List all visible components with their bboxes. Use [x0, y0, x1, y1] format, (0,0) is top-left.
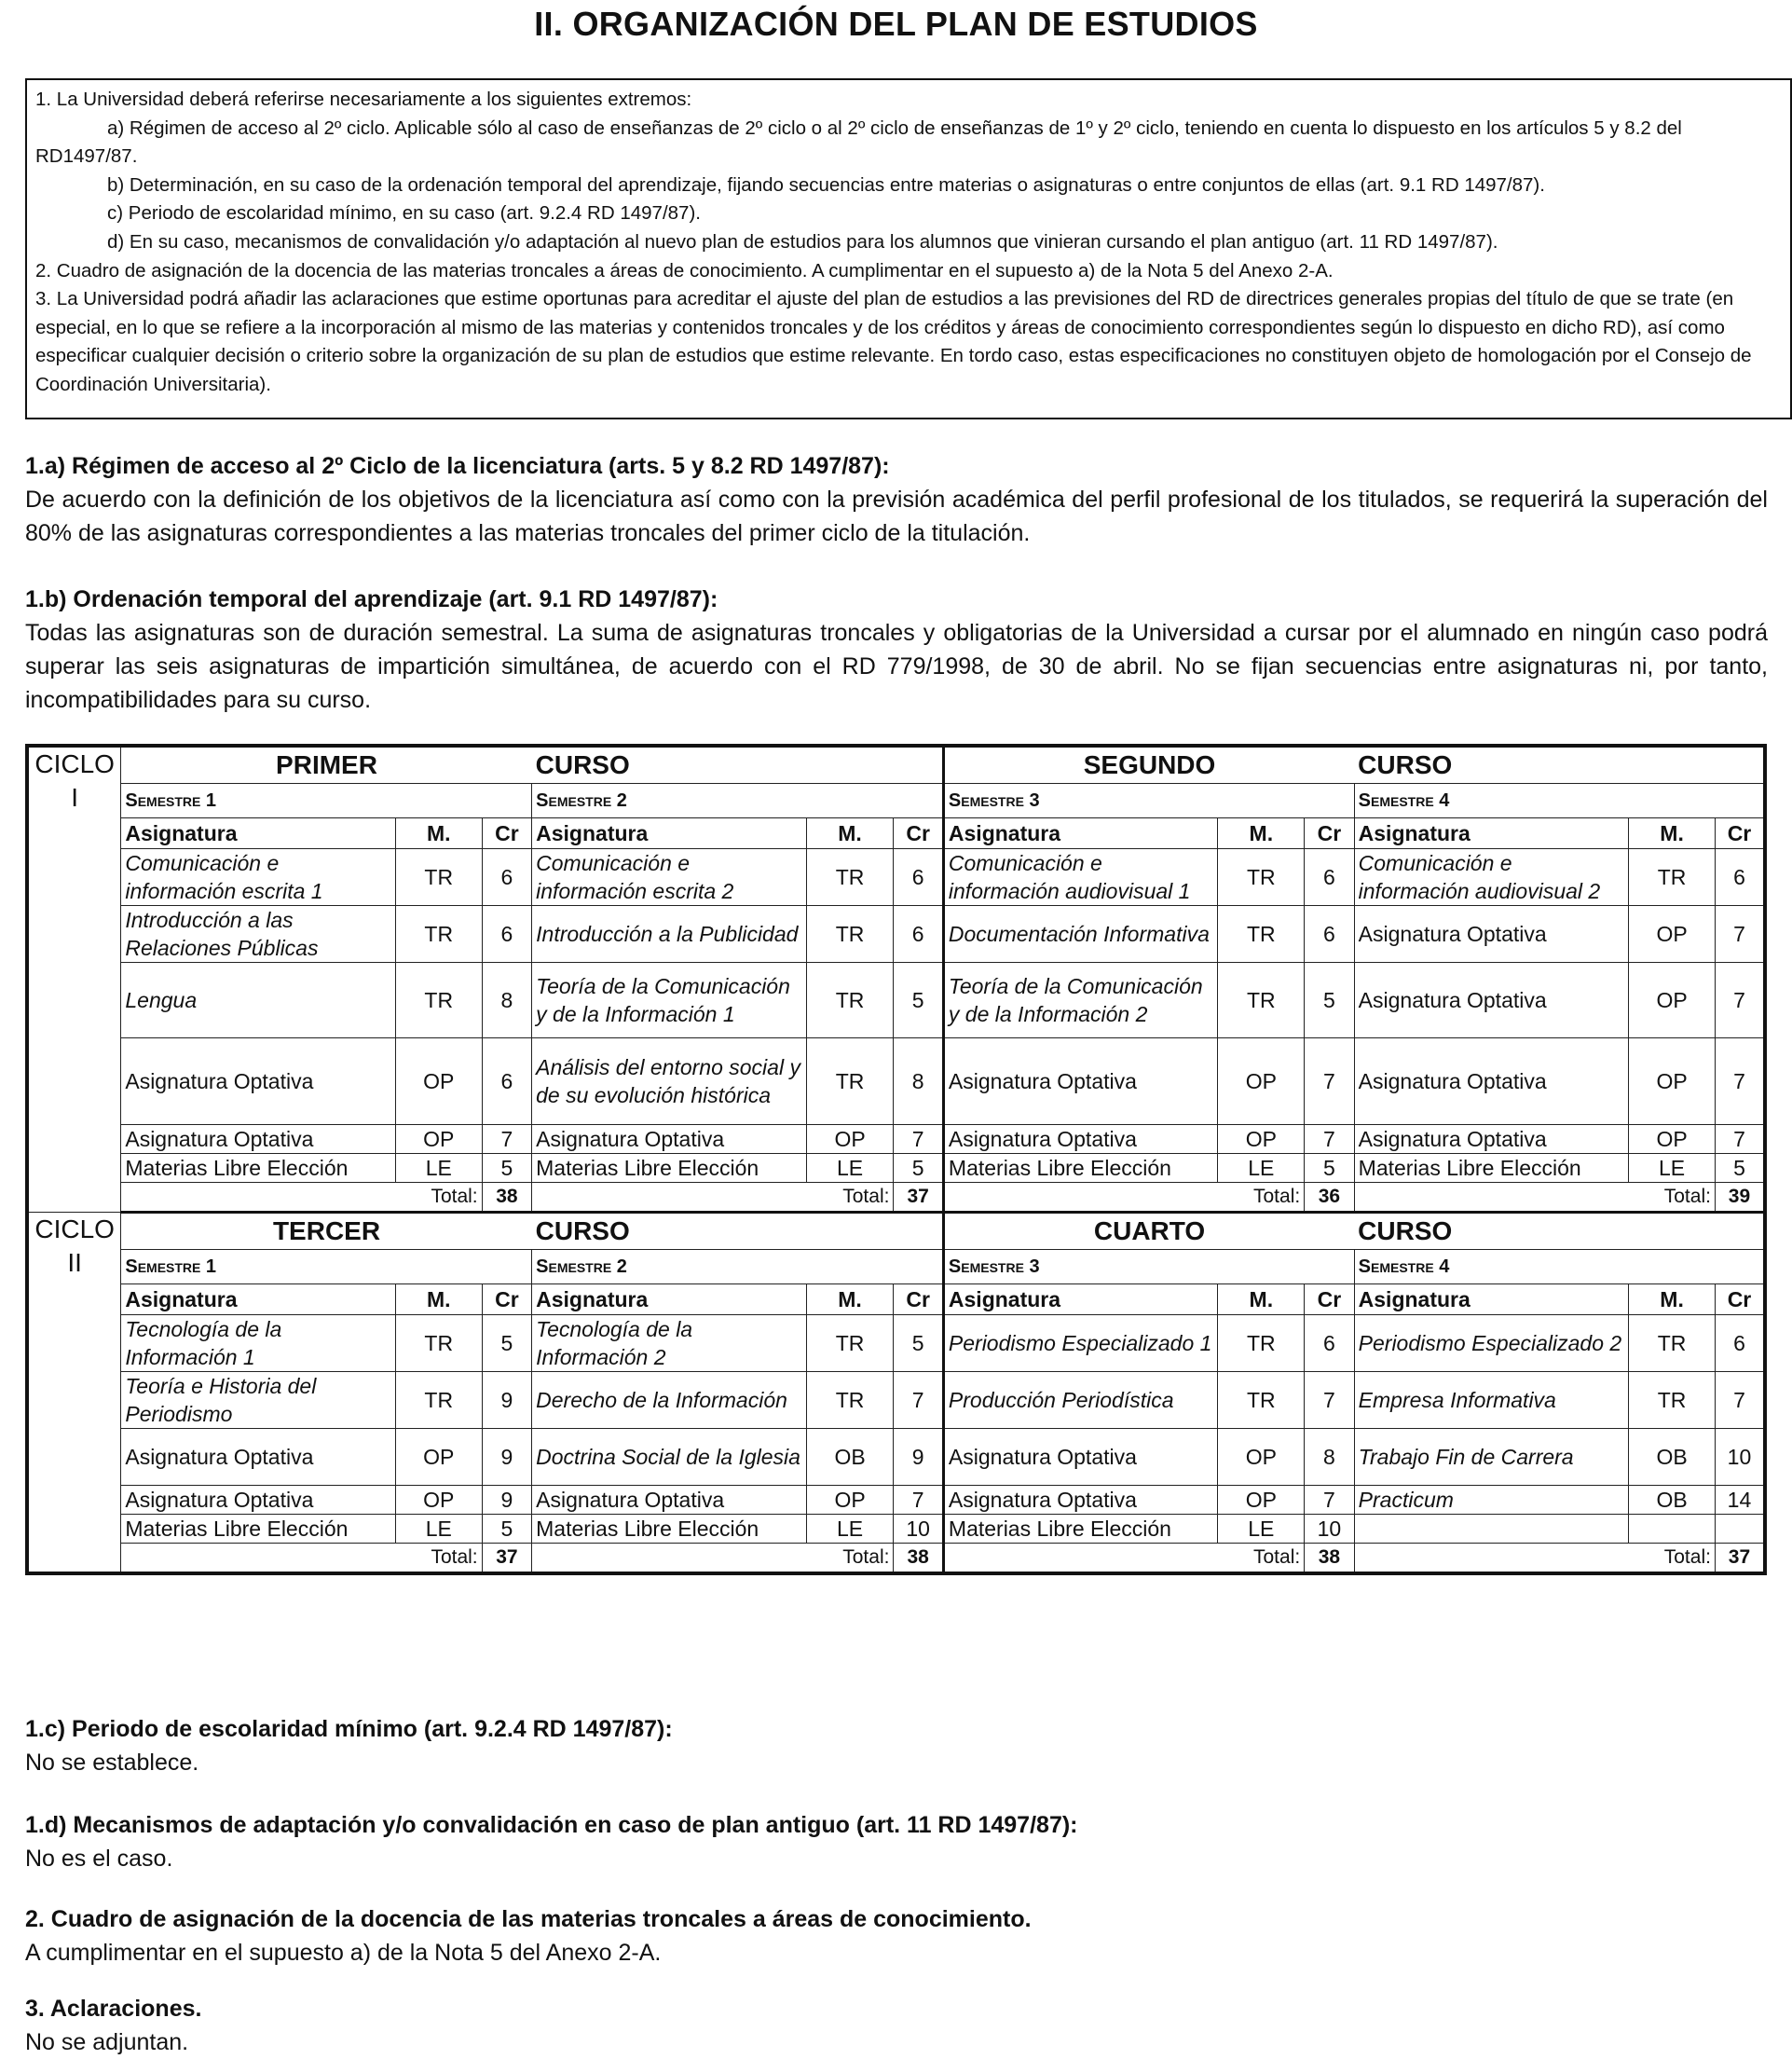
subject-credits: 7	[1305, 1486, 1354, 1515]
subject-name: Asignatura Optativa	[1354, 1038, 1629, 1125]
total-label: Total:	[943, 1183, 1304, 1213]
page-title: II. ORGANIZACIÓN DEL PLAN DE ESTUDIOS	[534, 5, 1258, 43]
subject-type: OP	[1629, 1038, 1716, 1125]
section-3	[25, 1992, 1768, 2059]
subject-type: OB	[1629, 1486, 1716, 1515]
section-1a	[25, 449, 1768, 550]
subject-name: Asignatura Optativa	[532, 1125, 807, 1154]
table-row	[27, 1038, 1765, 1125]
section-heading: 1.c) Periodo de escolaridad mínimo (art. 9.2.4 RD 1497/87):	[25, 1716, 673, 1742]
col-header-creditos: Cr	[894, 818, 943, 849]
note-1c: c) Periodo de escolaridad mínimo, en su caso (art. 9.2.4 RD 1497/87).	[107, 202, 701, 225]
semester-label: Semestre 3	[943, 1250, 1354, 1284]
subject-name: Comunicación e información audiovisual 2	[1354, 849, 1629, 906]
subject-credits: 6	[1305, 849, 1354, 906]
section-body: A cumplimentar en el supuesto a) de la Nota 5 del Anexo 2-A.	[25, 1940, 662, 1966]
semester-row	[27, 1250, 1765, 1284]
subject-type: LE	[395, 1515, 482, 1544]
subject-name: Empresa Informativa	[1354, 1372, 1629, 1429]
subject-credits: 7	[1305, 1372, 1354, 1429]
total-label: Total:	[1354, 1183, 1715, 1213]
section-heading: 3. Aclaraciones.	[25, 1996, 202, 2022]
semester-label: Semestre 2	[532, 1250, 944, 1284]
subject-credits: 6	[482, 906, 531, 963]
subject-type: OP	[395, 1486, 482, 1515]
table-row	[27, 1515, 1765, 1544]
total-value: 38	[1305, 1544, 1354, 1574]
subject-name: Introducción a las Relaciones Públicas	[121, 906, 396, 963]
subject-type: TR	[806, 1038, 894, 1125]
col-header-creditos: Cr	[894, 1284, 943, 1315]
subject-type: TR	[395, 849, 482, 906]
year-label-ordinal: PRIMER	[121, 746, 532, 784]
ciclo-label: CICLO II	[27, 1213, 121, 1574]
col-header-materia: M.	[806, 818, 894, 849]
section-body: No se establece.	[25, 1750, 199, 1776]
total-label: Total:	[532, 1183, 894, 1213]
subject-type: OP	[395, 1125, 482, 1154]
subject-credits: 14	[1715, 1486, 1765, 1515]
subject-credits: 8	[894, 1038, 943, 1125]
subject-credits: 5	[1305, 1154, 1354, 1183]
subject-credits: 6	[1715, 1315, 1765, 1372]
subject-type: TR	[806, 1315, 894, 1372]
total-value: 39	[1715, 1183, 1765, 1213]
subject-credits: 7	[1715, 906, 1765, 963]
section-body: Todas las asignaturas son de duración semestral. La suma de asignaturas troncales y obligatorias de la Universidad a cursar por el alumnado en ningún caso podrá superar las seis asignaturas de impartición simultánea, de acuerdo con el RD 779/1998, de 30 de abril. No se fijan secuencias entre asignaturas ni, por tanto, incompatibilidades para su curso.	[25, 620, 1768, 713]
subject-name: Asignatura Optativa	[121, 1125, 396, 1154]
col-header-asignatura: Asignatura	[1354, 818, 1629, 849]
subject-credits: 6	[894, 849, 943, 906]
subject-name: Teoría e Historia del Periodismo	[121, 1372, 396, 1429]
total-label: Total:	[121, 1183, 482, 1213]
subject-type: TR	[1218, 963, 1305, 1038]
subject-credits: 7	[1715, 1038, 1765, 1125]
subject-name: Asignatura Optativa	[121, 1038, 396, 1125]
subject-credits: 7	[1715, 1372, 1765, 1429]
subject-type: TR	[1629, 1372, 1716, 1429]
subject-name: Asignatura Optativa	[121, 1486, 396, 1515]
column-header-row	[27, 1284, 1765, 1315]
section-body: De acuerdo con la definición de los objetivos de la licenciatura así como con la previsión académica del perfil profesional de los titulados, se requerirá la superación del 80% de las asignaturas correspondientes a las materias troncales del primer ciclo de la titulación.	[25, 487, 1768, 546]
subject-name: Materias Libre Elección	[1354, 1154, 1629, 1183]
subject-credits: 5	[482, 1154, 531, 1183]
subject-type: OB	[1629, 1429, 1716, 1486]
year-label-ordinal: SEGUNDO	[943, 746, 1354, 784]
subject-type: TR	[1218, 849, 1305, 906]
subject-type: OP	[395, 1429, 482, 1486]
subject-credits: 10	[1305, 1515, 1354, 1544]
subject-credits: 7	[894, 1372, 943, 1429]
note-1a: a) Régimen de acceso al 2º ciclo. Aplicable sólo al caso de enseñanzas de 2º ciclo o al 2º ciclo de enseñanzas de 1º y 2º ciclo, teniendo en cuenta lo dispuesto en los artículos 5 y 8.2 del RD1497/87.	[35, 117, 1682, 168]
subject-name: Doctrina Social de la Iglesia	[532, 1429, 807, 1486]
subject-credits: 6	[1305, 1315, 1354, 1372]
total-value: 37	[894, 1183, 943, 1213]
subject-name: Materias Libre Elección	[943, 1154, 1218, 1183]
subject-name: Asignatura Optativa	[1354, 906, 1629, 963]
table-row	[27, 906, 1765, 963]
subject-type: TR	[395, 1372, 482, 1429]
subject-credits: 7	[894, 1486, 943, 1515]
subject-type: OP	[1629, 1125, 1716, 1154]
subject-type: TR	[395, 1315, 482, 1372]
col-header-asignatura: Asignatura	[121, 1284, 396, 1315]
year-row	[27, 1213, 1765, 1250]
semester-label: Semestre 3	[943, 784, 1354, 818]
subject-type: OP	[1629, 906, 1716, 963]
subject-type: LE	[1629, 1154, 1716, 1183]
instructions-box	[25, 78, 1792, 419]
subject-credits: 9	[482, 1429, 531, 1486]
subject-type: OB	[806, 1429, 894, 1486]
col-header-materia: M.	[1629, 818, 1716, 849]
subject-name: Tecnología de la Información 1	[121, 1315, 396, 1372]
section-heading: 1.b) Ordenación temporal del aprendizaje (art. 9.1 RD 1497/87):	[25, 586, 718, 612]
total-label: Total:	[943, 1544, 1304, 1574]
subject-type: OP	[1218, 1038, 1305, 1125]
subject-credits: 7	[1305, 1125, 1354, 1154]
subject-credits: 6	[1715, 849, 1765, 906]
subject-credits: 7	[482, 1125, 531, 1154]
subject-credits: 6	[482, 1038, 531, 1125]
total-value: 37	[1715, 1544, 1765, 1574]
subject-name: Materias Libre Elección	[532, 1154, 807, 1183]
col-header-asignatura: Asignatura	[532, 818, 807, 849]
col-header-materia: M.	[1629, 1284, 1716, 1315]
section-heading: 1.a) Régimen de acceso al 2º Ciclo de la licenciatura (arts. 5 y 8.2 RD 1497/87):	[25, 453, 890, 479]
year-label-curso: CURSO	[532, 1213, 944, 1250]
subject-name: Comunicación e información escrita 2	[532, 849, 807, 906]
subject-name: Asignatura Optativa	[943, 1125, 1218, 1154]
subject-credits: 9	[482, 1486, 531, 1515]
semester-row	[27, 784, 1765, 818]
subject-name: Tecnología de la Información 2	[532, 1315, 807, 1372]
subject-name: Derecho de la Información	[532, 1372, 807, 1429]
col-header-asignatura: Asignatura	[943, 818, 1218, 849]
totals-row	[27, 1183, 1765, 1213]
subject-name: Asignatura Optativa	[1354, 1125, 1629, 1154]
subject-credits: 7	[1715, 1125, 1765, 1154]
subject-type: OP	[1218, 1125, 1305, 1154]
subject-credits: 5	[482, 1315, 531, 1372]
subject-type: LE	[395, 1154, 482, 1183]
section-heading: 1.d) Mecanismos de adaptación y/o convalidación en caso de plan antiguo (art. 11 RD 1497/87):	[25, 1812, 1078, 1838]
section-1d	[25, 1808, 1768, 1875]
year-label-curso: CURSO	[1354, 746, 1765, 784]
section-body: No es el caso.	[25, 1846, 173, 1872]
col-header-asignatura: Asignatura	[121, 818, 396, 849]
col-header-creditos: Cr	[1715, 818, 1765, 849]
subject-credits: 7	[1715, 963, 1765, 1038]
subject-type: LE	[806, 1515, 894, 1544]
note-1: 1. La Universidad deberá referirse necesariamente a los siguientes extremos:	[35, 89, 692, 110]
subject-credits: 5	[894, 963, 943, 1038]
subject-name: Materias Libre Elección	[121, 1154, 396, 1183]
col-header-creditos: Cr	[1305, 1284, 1354, 1315]
subject-type: TR	[395, 963, 482, 1038]
subject-credits: 8	[482, 963, 531, 1038]
note-1b: b) Determinación, en su caso de la ordenación temporal del aprendizaje, fijando secuencias entre materias o asignaturas o entre conjuntos de ellas (art. 9.1 RD 1497/87).	[107, 173, 1545, 196]
subject-type: TR	[1218, 1372, 1305, 1429]
note-2: 2. Cuadro de asignación de la docencia de las materias troncales a áreas de conocimiento. A cumplimentar en el supuesto a) de la Nota 5 del Anexo 2-A.	[35, 259, 1334, 281]
subject-type: TR	[806, 849, 894, 906]
subject-credits: 7	[1305, 1038, 1354, 1125]
col-header-asignatura: Asignatura	[943, 1284, 1218, 1315]
col-header-materia: M.	[806, 1284, 894, 1315]
table-row	[27, 1125, 1765, 1154]
subject-name: Periodismo Especializado 2	[1354, 1315, 1629, 1372]
table-row	[27, 1315, 1765, 1372]
subject-type: OP	[395, 1038, 482, 1125]
subject-type: TR	[1629, 849, 1716, 906]
col-header-creditos: Cr	[482, 818, 531, 849]
year-row	[27, 746, 1765, 784]
subject-credits: 6	[894, 906, 943, 963]
col-header-creditos: Cr	[482, 1284, 531, 1315]
subject-type: OP	[806, 1125, 894, 1154]
subject-type: TR	[1218, 1315, 1305, 1372]
table-row	[27, 849, 1765, 906]
column-header-row	[27, 818, 1765, 849]
subject-credits: 9	[482, 1372, 531, 1429]
subject-name: Materias Libre Elección	[121, 1515, 396, 1544]
total-value: 36	[1305, 1183, 1354, 1213]
semester-label: Semestre 2	[532, 784, 944, 818]
subject-credits: 7	[894, 1125, 943, 1154]
subject-credits: 6	[1305, 906, 1354, 963]
subject-name: Practicum	[1354, 1486, 1629, 1515]
section-1b	[25, 583, 1768, 717]
ciclo-label: CICLO I	[27, 746, 121, 1213]
col-header-asignatura: Asignatura	[1354, 1284, 1629, 1315]
table-row	[27, 963, 1765, 1038]
subject-name: Materias Libre Elección	[943, 1515, 1218, 1544]
col-header-materia: M.	[1218, 1284, 1305, 1315]
semester-label: Semestre 1	[121, 1250, 532, 1284]
total-value: 38	[482, 1183, 531, 1213]
subject-name: Producción Periodística	[943, 1372, 1218, 1429]
year-label-ordinal: CUARTO	[943, 1213, 1354, 1250]
subject-name: Análisis del entorno social y de su evolución histórica	[532, 1038, 807, 1125]
subject-name: Asignatura Optativa	[1354, 963, 1629, 1038]
subject-name: Periodismo Especializado 1	[943, 1315, 1218, 1372]
subject-name: Asignatura Optativa	[943, 1038, 1218, 1125]
subject-type: TR	[1218, 906, 1305, 963]
total-value: 37	[482, 1544, 531, 1574]
semester-label: Semestre 1	[121, 784, 532, 818]
note-1d: d) En su caso, mecanismos de convalidación y/o adaptación al nuevo plan de estudios para los alumnos que vinieran cursando el plan antiguo (art. 11 RD 1497/87).	[107, 230, 1498, 253]
subject-name	[1354, 1515, 1629, 1544]
semester-label: Semestre 4	[1354, 784, 1765, 818]
col-header-materia: M.	[395, 1284, 482, 1315]
total-label: Total:	[1354, 1544, 1715, 1574]
subject-name: Lengua	[121, 963, 396, 1038]
subject-name: Comunicación e información escrita 1	[121, 849, 396, 906]
section-1c	[25, 1712, 1768, 1779]
subject-credits: 10	[894, 1515, 943, 1544]
subject-name: Documentación Informativa	[943, 906, 1218, 963]
subject-credits: 5	[1715, 1154, 1765, 1183]
subject-name: Asignatura Optativa	[532, 1486, 807, 1515]
table-row	[27, 1154, 1765, 1183]
subject-type: OP	[1218, 1429, 1305, 1486]
subject-type: OP	[1218, 1486, 1305, 1515]
subject-type: TR	[806, 906, 894, 963]
section-heading: 2. Cuadro de asignación de la docencia de las materias troncales a áreas de conocimiento.	[25, 1906, 1032, 1932]
subject-credits: 5	[1305, 963, 1354, 1038]
total-value: 38	[894, 1544, 943, 1574]
table-row	[27, 1372, 1765, 1429]
subject-type: OP	[806, 1486, 894, 1515]
subject-name: Trabajo Fin de Carrera	[1354, 1429, 1629, 1486]
subject-type: TR	[806, 963, 894, 1038]
col-header-materia: M.	[395, 818, 482, 849]
subject-name: Comunicación e información audiovisual 1	[943, 849, 1218, 906]
subject-name: Teoría de la Comunicación y de la Información 2	[943, 963, 1218, 1038]
subject-name: Materias Libre Elección	[532, 1515, 807, 1544]
col-header-asignatura: Asignatura	[532, 1284, 807, 1315]
total-label: Total:	[532, 1544, 894, 1574]
subject-type: TR	[1629, 1315, 1716, 1372]
subject-type: LE	[1218, 1515, 1305, 1544]
subject-credits: 6	[482, 849, 531, 906]
col-header-creditos: Cr	[1715, 1284, 1765, 1315]
subject-credits: 5	[894, 1315, 943, 1372]
section-2	[25, 1902, 1768, 1970]
subject-credits: 10	[1715, 1429, 1765, 1486]
table-row	[27, 1486, 1765, 1515]
study-plan-table	[25, 744, 1767, 1575]
subject-name: Asignatura Optativa	[943, 1486, 1218, 1515]
subject-type: TR	[395, 906, 482, 963]
subject-credits: 8	[1305, 1429, 1354, 1486]
totals-row	[27, 1544, 1765, 1574]
semester-label: Semestre 4	[1354, 1250, 1765, 1284]
col-header-creditos: Cr	[1305, 818, 1354, 849]
subject-name: Asignatura Optativa	[943, 1429, 1218, 1486]
table-row	[27, 1429, 1765, 1486]
subject-type	[1629, 1515, 1716, 1544]
year-label-ordinal: TERCER	[121, 1213, 532, 1250]
year-label-curso: CURSO	[532, 746, 944, 784]
note-3: 3. La Universidad podrá añadir las aclaraciones que estime oportunas para acreditar el ajuste del plan de estudios a las previsiones del RD de directrices generales propias del título de que se trate (en especial, en lo que se refiere a la incorporación al mismo de las materias y contenidos troncales y de los créditos y áreas de conocimiento correspondientes según lo dispuesto en dicho RD), así como especificar cualquier decisión o criterio sobre la organización de su plan de estudios que estime relevante. En tordo caso, estas especificaciones no constituyen objeto de homologación por el Consejo de Coordinación Universitaria).	[35, 288, 1752, 395]
subject-credits: 5	[482, 1515, 531, 1544]
total-label: Total:	[121, 1544, 482, 1574]
year-label-curso: CURSO	[1354, 1213, 1765, 1250]
subject-name: Teoría de la Comunicación y de la Información 1	[532, 963, 807, 1038]
subject-credits: 5	[894, 1154, 943, 1183]
subject-type: LE	[1218, 1154, 1305, 1183]
subject-type: TR	[806, 1372, 894, 1429]
subject-name: Introducción a la Publicidad	[532, 906, 807, 963]
subject-type: OP	[1629, 963, 1716, 1038]
col-header-materia: M.	[1218, 818, 1305, 849]
subject-credits	[1715, 1515, 1765, 1544]
subject-credits: 9	[894, 1429, 943, 1486]
subject-type: LE	[806, 1154, 894, 1183]
section-body: No se adjuntan.	[25, 2029, 189, 2055]
subject-name: Asignatura Optativa	[121, 1429, 396, 1486]
